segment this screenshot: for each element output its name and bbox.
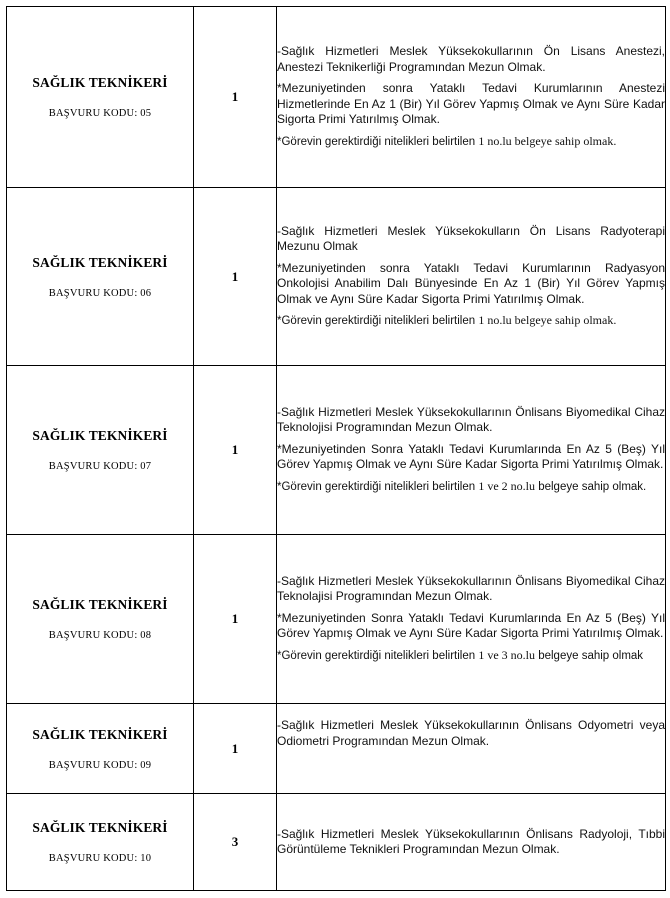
requirement-text: -Sağlık Hizmetleri Meslek Yüksekokullarının Önlisans Radyoloji, Tıbbi Görüntüleme Teknikleri Programından Mezun Olmak. [277, 826, 665, 856]
position-cell [7, 366, 194, 535]
document-note [277, 648, 665, 665]
position-count: 1 [194, 366, 277, 535]
document-note-ref: 1 ve 2 no.lu [478, 478, 536, 493]
document-note-tail: belgeye sahip olmak. [535, 480, 647, 493]
requirement-text: -Sağlık Hizmetleri Meslek Yüksekokullarının Önlisans Biyomedikal Cihaz Teknolojisi Programından Mezun Olmak. [277, 404, 665, 435]
requirement-text: *Mezuniyetinden sonra Yataklı Tedavi Kurumlarının Anestezi Hizmetlerinde En Az 1 (Bir) Yıl Görev Yapmış Olmak ve Aynı Süre Kadar Sigorta Primi Yatırılmış Olmak. [277, 81, 665, 126]
document-note [277, 134, 665, 151]
position-count: 3 [194, 794, 277, 891]
position-cell [7, 704, 194, 794]
application-code: BAŞVURU KODU: 10 [48, 853, 152, 864]
position-count: 1 [194, 704, 277, 794]
position-cell [7, 188, 194, 366]
requirement-text: -Sağlık Hizmetleri Meslek Yüksekokullarının Önlisans Odyometri veya Odiometri Programından Mezun Olmak. [277, 718, 665, 748]
requirement-text: *Mezuniyetinden Sonra Yataklı Tedavi Kurumlarında En Az 5 (Beş) Yıl Görev Yapmış Olmak ve Aynı Süre Kadar Sigorta Primi Yatırılmış Olmak. [277, 441, 665, 472]
document-note [277, 479, 665, 496]
position-count: 1 [194, 7, 277, 188]
document-note-lead: *Görevin gerektirdiği nitelikleri belirtilen [277, 649, 479, 662]
document-note-ref: 1 no.lu belgeye sahip olmak. [478, 313, 617, 327]
position-title: SAĞLIK TEKNİKERİ [32, 820, 168, 835]
requirement-text: -Sağlık Hizmetleri Meslek Yüksekokulların Ön Lisans Radyoterapi Mezunu Olmak [277, 223, 665, 253]
document-note-lead: *Görevin gerektirdiği nitelikleri belirtilen [277, 480, 479, 493]
table-row [7, 7, 666, 188]
requirements-cell [277, 704, 666, 794]
requirements-cell [277, 188, 666, 366]
position-cell [7, 7, 194, 188]
position-cell [7, 794, 194, 891]
position-count: 1 [194, 188, 277, 366]
position-title: SAĞLIK TEKNİKERİ [32, 428, 168, 443]
table-row [7, 704, 666, 794]
application-code: BAŞVURU KODU: 06 [48, 287, 152, 299]
document-note-ref: 1 no.lu belgeye sahip olmak. [478, 133, 617, 148]
requirement-text: *Mezuniyetinden Sonra Yataklı Tedavi Kurumlarında En Az 5 (Beş) Yıl Görev Yapmış Olmak ve Aynı Süre Kadar Sigorta Primi Yatırılmış Olmak. [277, 610, 665, 641]
document-note [277, 313, 665, 330]
position-title: SAĞLIK TEKNİKERİ [32, 254, 168, 270]
table-row [7, 794, 666, 891]
application-code: BAŞVURU KODU: 08 [48, 630, 152, 641]
table-row [7, 366, 666, 535]
table-row [7, 188, 666, 366]
requirements-cell [277, 535, 666, 704]
requirement-text: -Sağlık Hizmetleri Meslek Yüksekokullarının Ön Lisans Anestezi, Anestezi Teknikerliği Programından Mezun Olmak. [277, 44, 665, 74]
application-code: BAŞVURU KODU: 09 [48, 759, 152, 771]
document-note-lead: *Görevin gerektirdiği nitelikleri belirtilen [277, 315, 479, 327]
requirement-text: -Sağlık Hizmetleri Meslek Yüksekokullarının Önlisans Biyomedikal Cihaz Teknolajisi Programından Mezun Olmak. [277, 573, 665, 604]
document-note-tail: belgeye sahip olmak [535, 649, 644, 662]
position-title: SAĞLIK TEKNİKERİ [32, 75, 168, 90]
position-title: SAĞLIK TEKNİKERİ [32, 726, 168, 742]
application-code: BAŞVURU KODU: 05 [48, 108, 152, 119]
position-cell [7, 535, 194, 704]
table-row [7, 535, 666, 704]
position-count: 1 [194, 535, 277, 704]
requirements-table [6, 6, 666, 891]
document-note-lead: *Görevin gerektirdiği nitelikleri belirtilen [277, 135, 479, 148]
requirement-text: *Mezuniyetinden sonra Yataklı Tedavi Kurumlarının Radyasyon Onkolojisi Anabilim Dalı Bünyesinde En Az 1 (Bir) Yıl Görev Yapmış Olmak ve Aynı Süre Kadar Sigorta Primi Yatırılmış Olmak. [277, 260, 665, 306]
document-note-ref: 1 ve 3 no.lu [478, 647, 536, 662]
requirements-cell [277, 366, 666, 535]
position-title: SAĞLIK TEKNİKERİ [32, 597, 168, 612]
requirements-cell [277, 794, 666, 891]
application-code: BAŞVURU KODU: 07 [48, 461, 152, 472]
requirements-cell [277, 7, 666, 188]
